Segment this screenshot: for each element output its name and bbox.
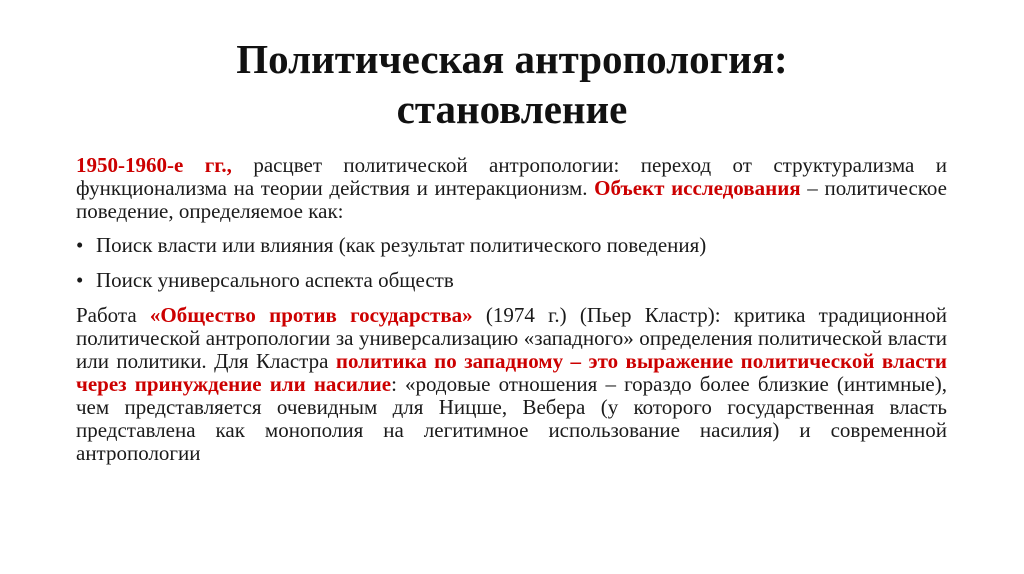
work-title: «Общество против государства»	[149, 303, 473, 327]
bullet-item-1	[76, 234, 947, 257]
clastres-text-2: (1974 г.) (Пьер Кластр): критика традиционной политической антропологии за универсализацию «западного» определения политической власти или политики. Для Кластра	[76, 303, 948, 373]
bullet-text: Поиск власти или влияния (как результат политического поведения)	[96, 233, 707, 257]
bullet-marker: •	[76, 268, 84, 292]
title-line-1: Политическая антропология:	[236, 36, 788, 82]
clastres-paragraph	[76, 304, 947, 465]
object-label: Объект исследования	[594, 176, 801, 200]
slide-title	[100, 34, 924, 134]
bullet-text: Поиск универсального аспекта обществ	[96, 268, 454, 292]
highlight-text: политика по западному – это выражение политической власти через принуждение или насилие	[76, 349, 947, 396]
clastres-text-3: : «родовые отношения – гораздо более близкие (интимные), чем представляется очевидным для Ницше, Вебера (у которого государственная власть представлена как монополия на легитимное использование насилия) и современной антропологии	[76, 372, 947, 465]
clastres-text-1: Работа	[76, 303, 150, 327]
intro-text-1: расцвет политической антропологии: переход от структурализма и функционализма на теории действия и интеракционизм.	[76, 153, 947, 200]
bullet-marker: •	[76, 233, 84, 257]
slide-body	[76, 154, 947, 465]
intro-text-2: – политическое поведение, определяемое как:	[76, 176, 947, 223]
period-label: 1950-1960-е гг.,	[76, 153, 232, 177]
title-line-2: становление	[396, 86, 628, 132]
intro-paragraph	[76, 154, 947, 223]
bullet-item-2	[76, 269, 947, 292]
